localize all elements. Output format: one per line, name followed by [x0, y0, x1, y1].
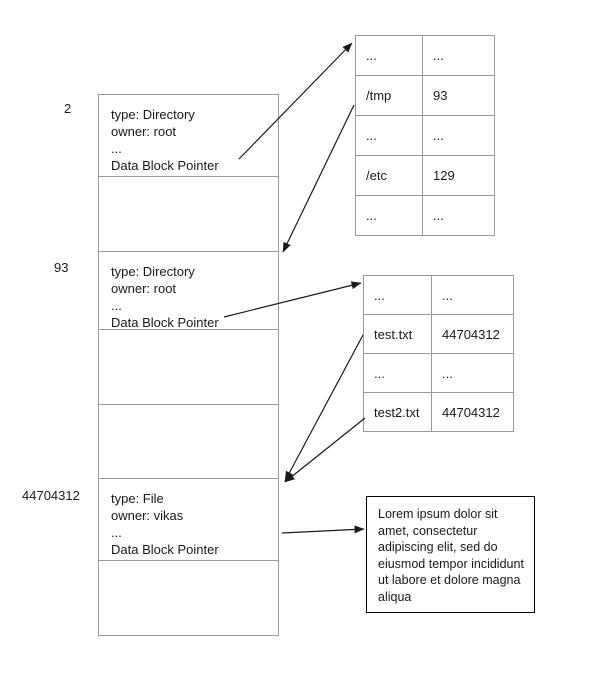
- dir-entry-name: test2.txt: [364, 393, 432, 432]
- inode-line: type: File: [111, 491, 164, 506]
- empty-inode-block: [99, 177, 278, 252]
- table-row: [356, 36, 495, 76]
- dir-entry-name: /tmp: [356, 76, 423, 116]
- arrow-testtxt-entry-to-inode-44704312: [285, 335, 363, 481]
- inode-number-label-44704312: 44704312: [22, 488, 80, 503]
- dir-entry-name: test.txt: [364, 315, 432, 354]
- empty-inode-block: [99, 561, 278, 635]
- inode-number-label-2: 2: [64, 101, 72, 116]
- dir-entry-inode: ...: [432, 276, 514, 315]
- table-row: [364, 276, 514, 315]
- file-data-block: Lorem ipsum dolor sit amet, consectetur adipiscing elit, sed do eiusmod tempor incididunt ut labore et dolore magna aliqua: [366, 496, 535, 613]
- dir-entry-inode: ...: [423, 36, 495, 76]
- inode-line: ...: [111, 525, 122, 540]
- arrow-test2txt-entry-to-inode-44704312: [285, 418, 365, 482]
- table-row: [364, 315, 514, 354]
- inode-line: Data Block Pointer: [111, 315, 219, 330]
- empty-inode-block: [99, 330, 278, 405]
- table-row: [364, 393, 514, 432]
- tmp-directory-table: [363, 275, 514, 432]
- table-row: [356, 156, 495, 196]
- inode-line: Data Block Pointer: [111, 158, 219, 173]
- inode-block-93: [99, 252, 278, 330]
- dir-entry-name: ...: [364, 276, 432, 315]
- inode-line: owner: root: [111, 281, 177, 296]
- dir-entry-name: ...: [364, 354, 432, 393]
- root-directory-table: [355, 35, 495, 236]
- dir-entry-inode: ...: [423, 196, 495, 236]
- arrow-tmp-entry-to-inode-93: [283, 105, 354, 252]
- inode-line: ...: [111, 298, 122, 313]
- inode-line: Data Block Pointer: [111, 542, 219, 557]
- dir-entry-inode: 44704312: [432, 315, 514, 354]
- inode-line: type: Directory: [111, 107, 195, 122]
- arrow-file-dbp-to-file-data-block: [282, 529, 364, 533]
- inode-line: owner: root: [111, 124, 177, 139]
- empty-inode-block: [99, 405, 278, 479]
- inode-block-2: [99, 95, 278, 177]
- dir-entry-inode: ...: [423, 116, 495, 156]
- table-row: [364, 354, 514, 393]
- table-row: [356, 76, 495, 116]
- dir-entry-name: ...: [356, 36, 423, 76]
- inode-line: type: Directory: [111, 264, 195, 279]
- table-row: [356, 196, 495, 236]
- dir-entry-inode: ...: [432, 354, 514, 393]
- dir-entry-inode: 44704312: [432, 393, 514, 432]
- dir-entry-inode: 129: [423, 156, 495, 196]
- inode-line: owner: vikas: [111, 508, 184, 523]
- inode-table: [98, 94, 279, 636]
- dir-entry-name: /etc: [356, 156, 423, 196]
- table-row: [356, 116, 495, 156]
- dir-entry-name: ...: [356, 196, 423, 236]
- inode-line: ...: [111, 141, 122, 156]
- inode-number-label-93: 93: [54, 260, 69, 275]
- inode-block-44704312: [99, 479, 278, 561]
- dir-entry-inode: 93: [423, 76, 495, 116]
- dir-entry-name: ...: [356, 116, 423, 156]
